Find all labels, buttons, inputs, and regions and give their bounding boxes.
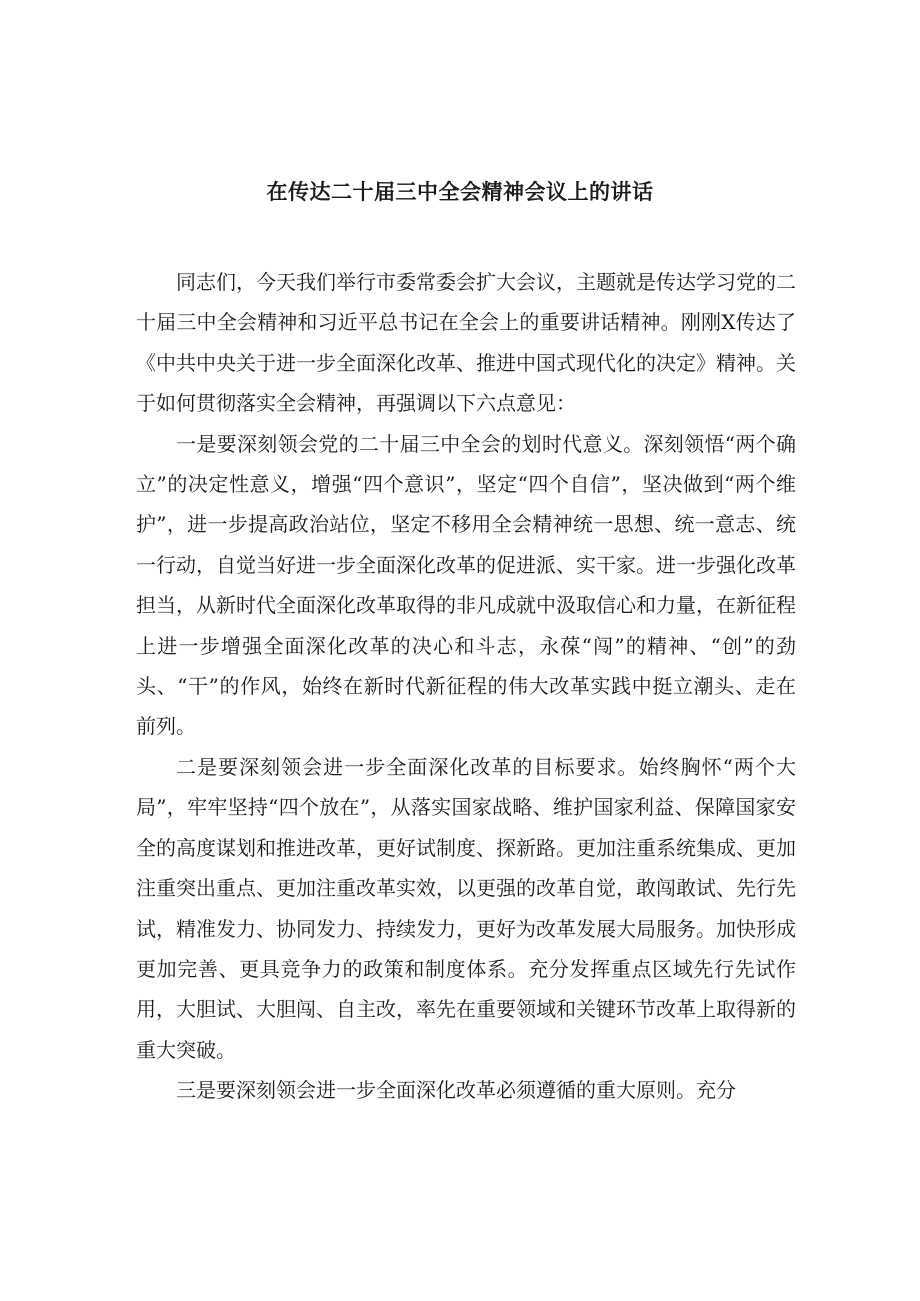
paragraph-intro: 同志们，今天我们举行市委常委会扩大会议，主题就是传达学习党的二十届三中全会精神和习近平总书记在全会上的重要讲话精神。刚刚X传达了《中共中央关于进一步全面深化改革、推进中国式现代化的决定》精神。关于如何贯彻落实全会精神，再强调以下六点意见： — [136, 270, 796, 416]
paragraph-point-one: 一是要深刻领会党的二十届三中全会的划时代意义。深刻领悟“两个确立”的决定性意义，增强“四个意识”，坚定“四个自信”，坚决做到“两个维护”，进一步提高政治站位，坚定不移用全会精神统一思想、统一意志、统一行动，自觉当好进一步全面深化改革的促进派、实干家。进一步强化改革担当，从新时代全面深化改革取得的非凡成就中汲取信心和力量，在新征程上进一步增强全面深化改革的决心和斗志，永葆“闯”的精神、“创”的劲头、“干”的作风，始终在新时代新征程的伟大改革实践中挺立潮头、走在前列。 — [136, 431, 796, 739]
paragraph-point-three: 三是要深刻领会进一步全面深化改革必须遵循的重大原则。充分 — [176, 1078, 736, 1103]
paragraph-point-two: 二是要深刻领会进一步全面深化改革的目标要求。始终胸怀“两个大局”，牢牢坚持“四个放在”，从落实国家战略、维护国家利益、保障国家安全的高度谋划和推进改革，更好试制度、探新路。更加注重系统集成、更加注重突出重点、更加注重改革实效，以更强的改革自觉，敢闯敢试、先行先试，精准发力、协同发力、持续发力，更好为改革发展大局服务。加快形成更加完善、更具竞争力的政策和制度体系。充分发挥重点区域先行先试作用，大胆试、大胆闯、自主改，率先在重要领域和关键环节改革上取得新的重大突破。 — [136, 754, 796, 1062]
document-title: 在传达二十届三中全会精神会议上的讲话 — [266, 180, 654, 204]
document-body — [136, 262, 796, 1111]
